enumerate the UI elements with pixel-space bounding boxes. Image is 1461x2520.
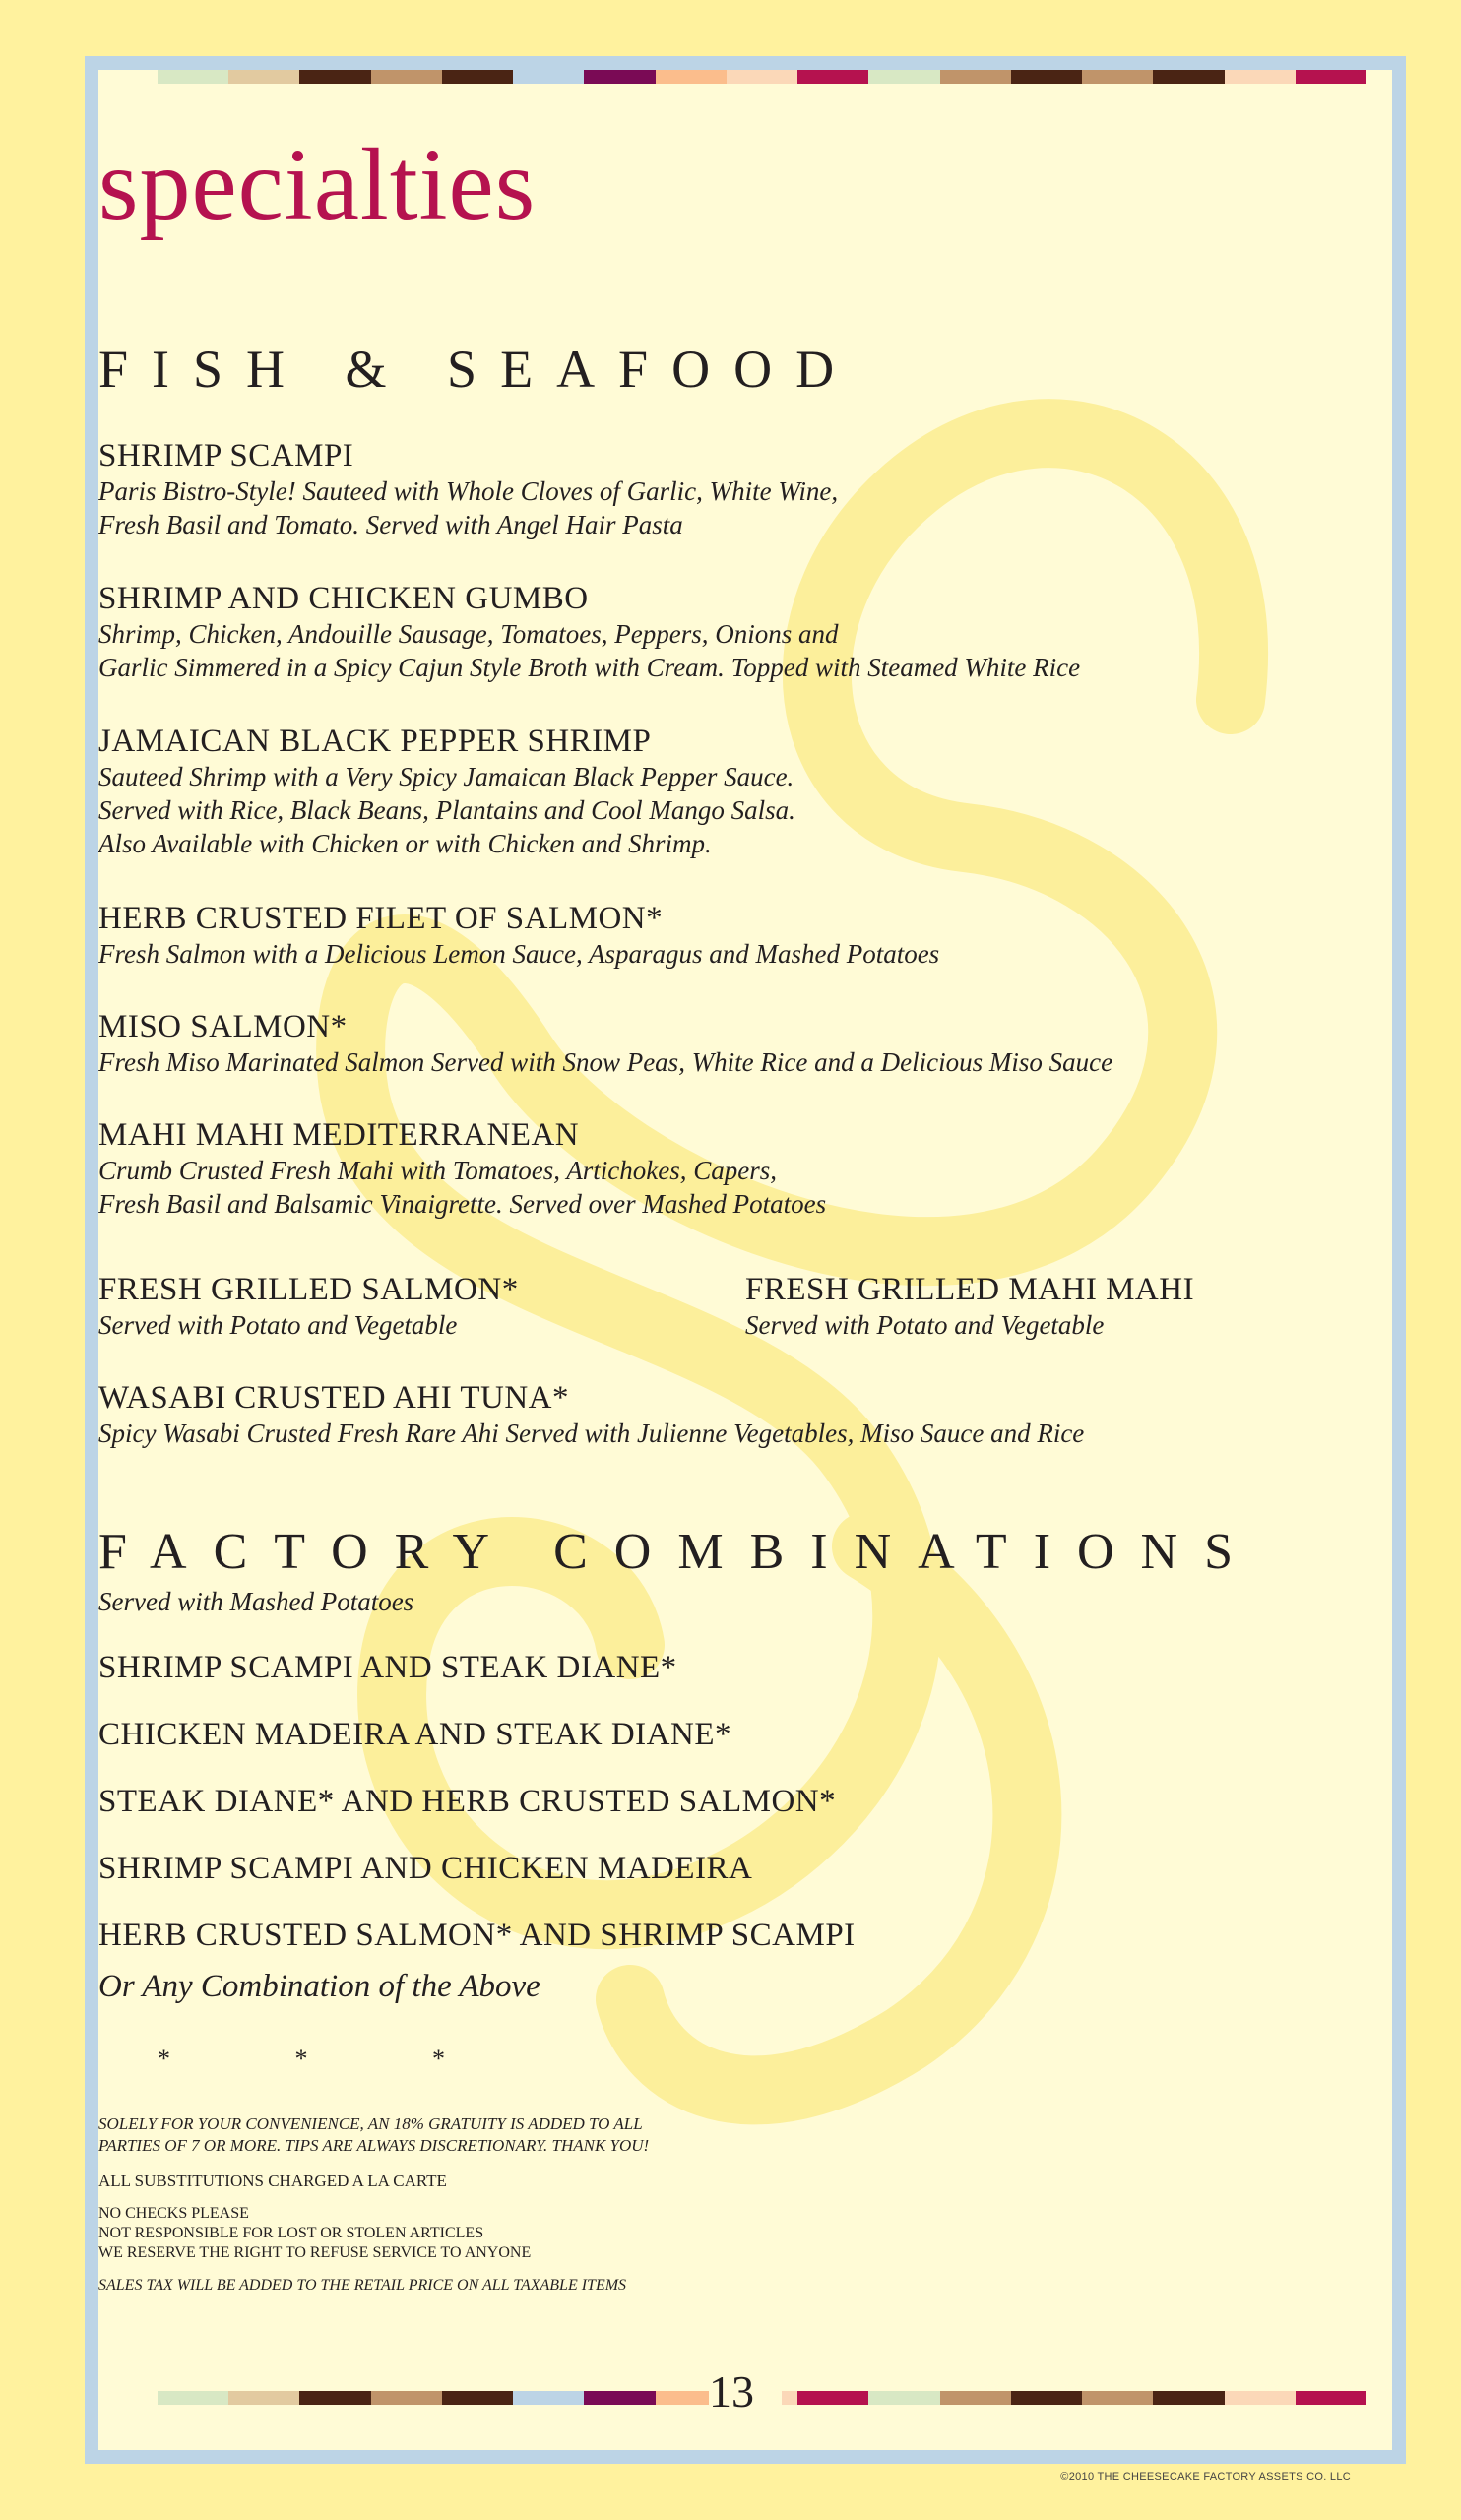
combo-item: STEAK DIANE* AND HERB CRUSTED SALMON* [98, 1784, 837, 1819]
section-heading-fish-seafood: FISH & SEAFOOD [98, 340, 858, 399]
menu-panel [98, 70, 1392, 2450]
stripe-segment [940, 2391, 1011, 2405]
stripe-segment [1225, 2391, 1296, 2405]
item-name: JAMAICAN BLACK PEPPER SHRIMP [98, 724, 652, 759]
page-title: specialties [98, 128, 537, 241]
item-description: Served with Potato and Vegetable [745, 1310, 1105, 1340]
combo-item: CHICKEN MADEIRA AND STEAK DIANE* [98, 1717, 731, 1752]
stripe-segment [228, 2391, 299, 2405]
stripe-segment [1296, 2391, 1366, 2405]
item-name: SHRIMP SCAMPI [98, 438, 354, 473]
stripe-segment [656, 70, 727, 84]
menu-item-left [98, 1271, 745, 1342]
section-heading-factory-combinations: FACTORY COMBINATIONS [98, 1524, 1260, 1580]
item-name: MAHI MAHI MEDITERRANEAN [98, 1117, 580, 1153]
stripe-segment [442, 2391, 513, 2405]
divider-stars: * * * [158, 2045, 504, 2073]
stripe-segment [1082, 2391, 1153, 2405]
top-color-stripe [158, 70, 1366, 84]
item-name: HERB CRUSTED FILET OF SALMON* [98, 901, 664, 936]
stripe-segment [299, 70, 370, 84]
item-description: Spicy Wasabi Crusted Fresh Rare Ahi Served with Julienne Vegetables, Miso Sauce and Rice [98, 1418, 1085, 1448]
substitutions-notice: ALL SUBSTITUTIONS CHARGED A LA CARTE [98, 2172, 447, 2190]
item-description: Paris Bistro-Style! Sauteed with Whole Cloves of Garlic, White Wine, Fresh Basil and Tomato. Served with Angel Hair Pasta [98, 476, 839, 539]
combos-any-combination: Or Any Combination of the Above [98, 1969, 540, 2004]
item-description: Fresh Salmon with a Delicious Lemon Sauce, Asparagus and Mashed Potatoes [98, 939, 940, 969]
stripe-segment [371, 70, 442, 84]
menu-item [98, 580, 1392, 684]
stripe-segment [371, 2391, 442, 2405]
stripe-segment [868, 70, 939, 84]
stripe-segment [584, 2391, 655, 2405]
stripe-segment [1225, 70, 1296, 84]
item-name: MISO SALMON* [98, 1009, 348, 1044]
stripe-segment [1153, 2391, 1224, 2405]
menu-item [98, 900, 1392, 971]
item-name: SHRIMP AND CHICKEN GUMBO [98, 581, 589, 616]
stripe-segment [228, 70, 299, 84]
combo-item: HERB CRUSTED SALMON* AND SHRIMP SCAMPI [98, 1918, 856, 1953]
stripe-segment [584, 70, 655, 84]
stripe-segment [158, 70, 228, 84]
menu-item-right [745, 1271, 1392, 1342]
menu-item [98, 723, 1392, 860]
stripe-segment [299, 2391, 370, 2405]
stripe-segment [442, 70, 513, 84]
menu-item [98, 437, 1392, 541]
tax-notice: SALES TAX WILL BE ADDED TO THE RETAIL PRICE ON ALL TAXABLE ITEMS [98, 2277, 627, 2294]
stripe-segment [797, 2391, 868, 2405]
stripe-segment [1011, 70, 1082, 84]
stripe-segment [727, 70, 797, 84]
combos-served-note: Served with Mashed Potatoes [98, 1587, 414, 1616]
stripe-segment [868, 2391, 939, 2405]
combo-item: SHRIMP SCAMPI AND CHICKEN MADEIRA [98, 1851, 753, 1886]
item-name: FRESH GRILLED MAHI MAHI [745, 1272, 1195, 1307]
stripe-segment [1153, 70, 1224, 84]
stripe-segment [1011, 2391, 1082, 2405]
item-description: Crumb Crusted Fresh Mahi with Tomatoes, Artichokes, Capers, Fresh Basil and Balsamic Vinaigrette. Served over Mashed Potatoes [98, 1156, 827, 1219]
stripe-segment [797, 70, 868, 84]
gratuity-notice: SOLELY FOR YOUR CONVENIENCE, AN 18% GRATUITY IS ADDED TO ALL PARTIES OF 7 OR MORE. TIPS ARE ALWAYS DISCRETIONARY. THANK YOU! [98, 2114, 650, 2155]
page-number: 13 [709, 2365, 782, 2419]
stripe-segment [940, 70, 1011, 84]
combo-item: SHRIMP SCAMPI AND STEAK DIANE* [98, 1650, 677, 1685]
item-description: Shrimp, Chicken, Andouille Sausage, Tomatoes, Peppers, Onions and Garlic Simmered in a Spicy Cajun Style Broth with Cream. Topped with Steamed White Rice [98, 619, 1081, 682]
stripe-segment [1296, 70, 1366, 84]
copyright-notice: ©2010 THE CHEESECAKE FACTORY ASSETS CO. LLC [1060, 2471, 1351, 2483]
item-description: Served with Potato and Vegetable [98, 1310, 458, 1340]
menu-item [98, 1008, 1392, 1079]
decorative-swirl [98, 70, 1392, 2450]
menu-item [98, 1116, 1392, 1221]
stripe-segment [513, 2391, 584, 2405]
stripe-segment [1082, 70, 1153, 84]
policies-notice: NO CHECKS PLEASE NOT RESPONSIBLE FOR LOST OR STOLEN ARTICLES WE RESERVE THE RIGHT TO REFUSE SERVICE TO ANYONE [98, 2205, 532, 2261]
item-name: WASABI CRUSTED AHI TUNA* [98, 1380, 569, 1416]
item-name: FRESH GRILLED SALMON* [98, 1272, 519, 1307]
item-description: Sauteed Shrimp with a Very Spicy Jamaican Black Pepper Sauce. Served with Rice, Black Beans, Plantains and Cool Mango Salsa. Also Available with Chicken or with Chicken and Shrimp. [98, 762, 795, 858]
item-description: Fresh Miso Marinated Salmon Served with Snow Peas, White Rice and a Delicious Miso Sauce [98, 1047, 1113, 1077]
menu-frame [85, 56, 1406, 2464]
menu-item [98, 1379, 1392, 1450]
stripe-segment [513, 70, 584, 84]
stripe-segment [158, 2391, 228, 2405]
